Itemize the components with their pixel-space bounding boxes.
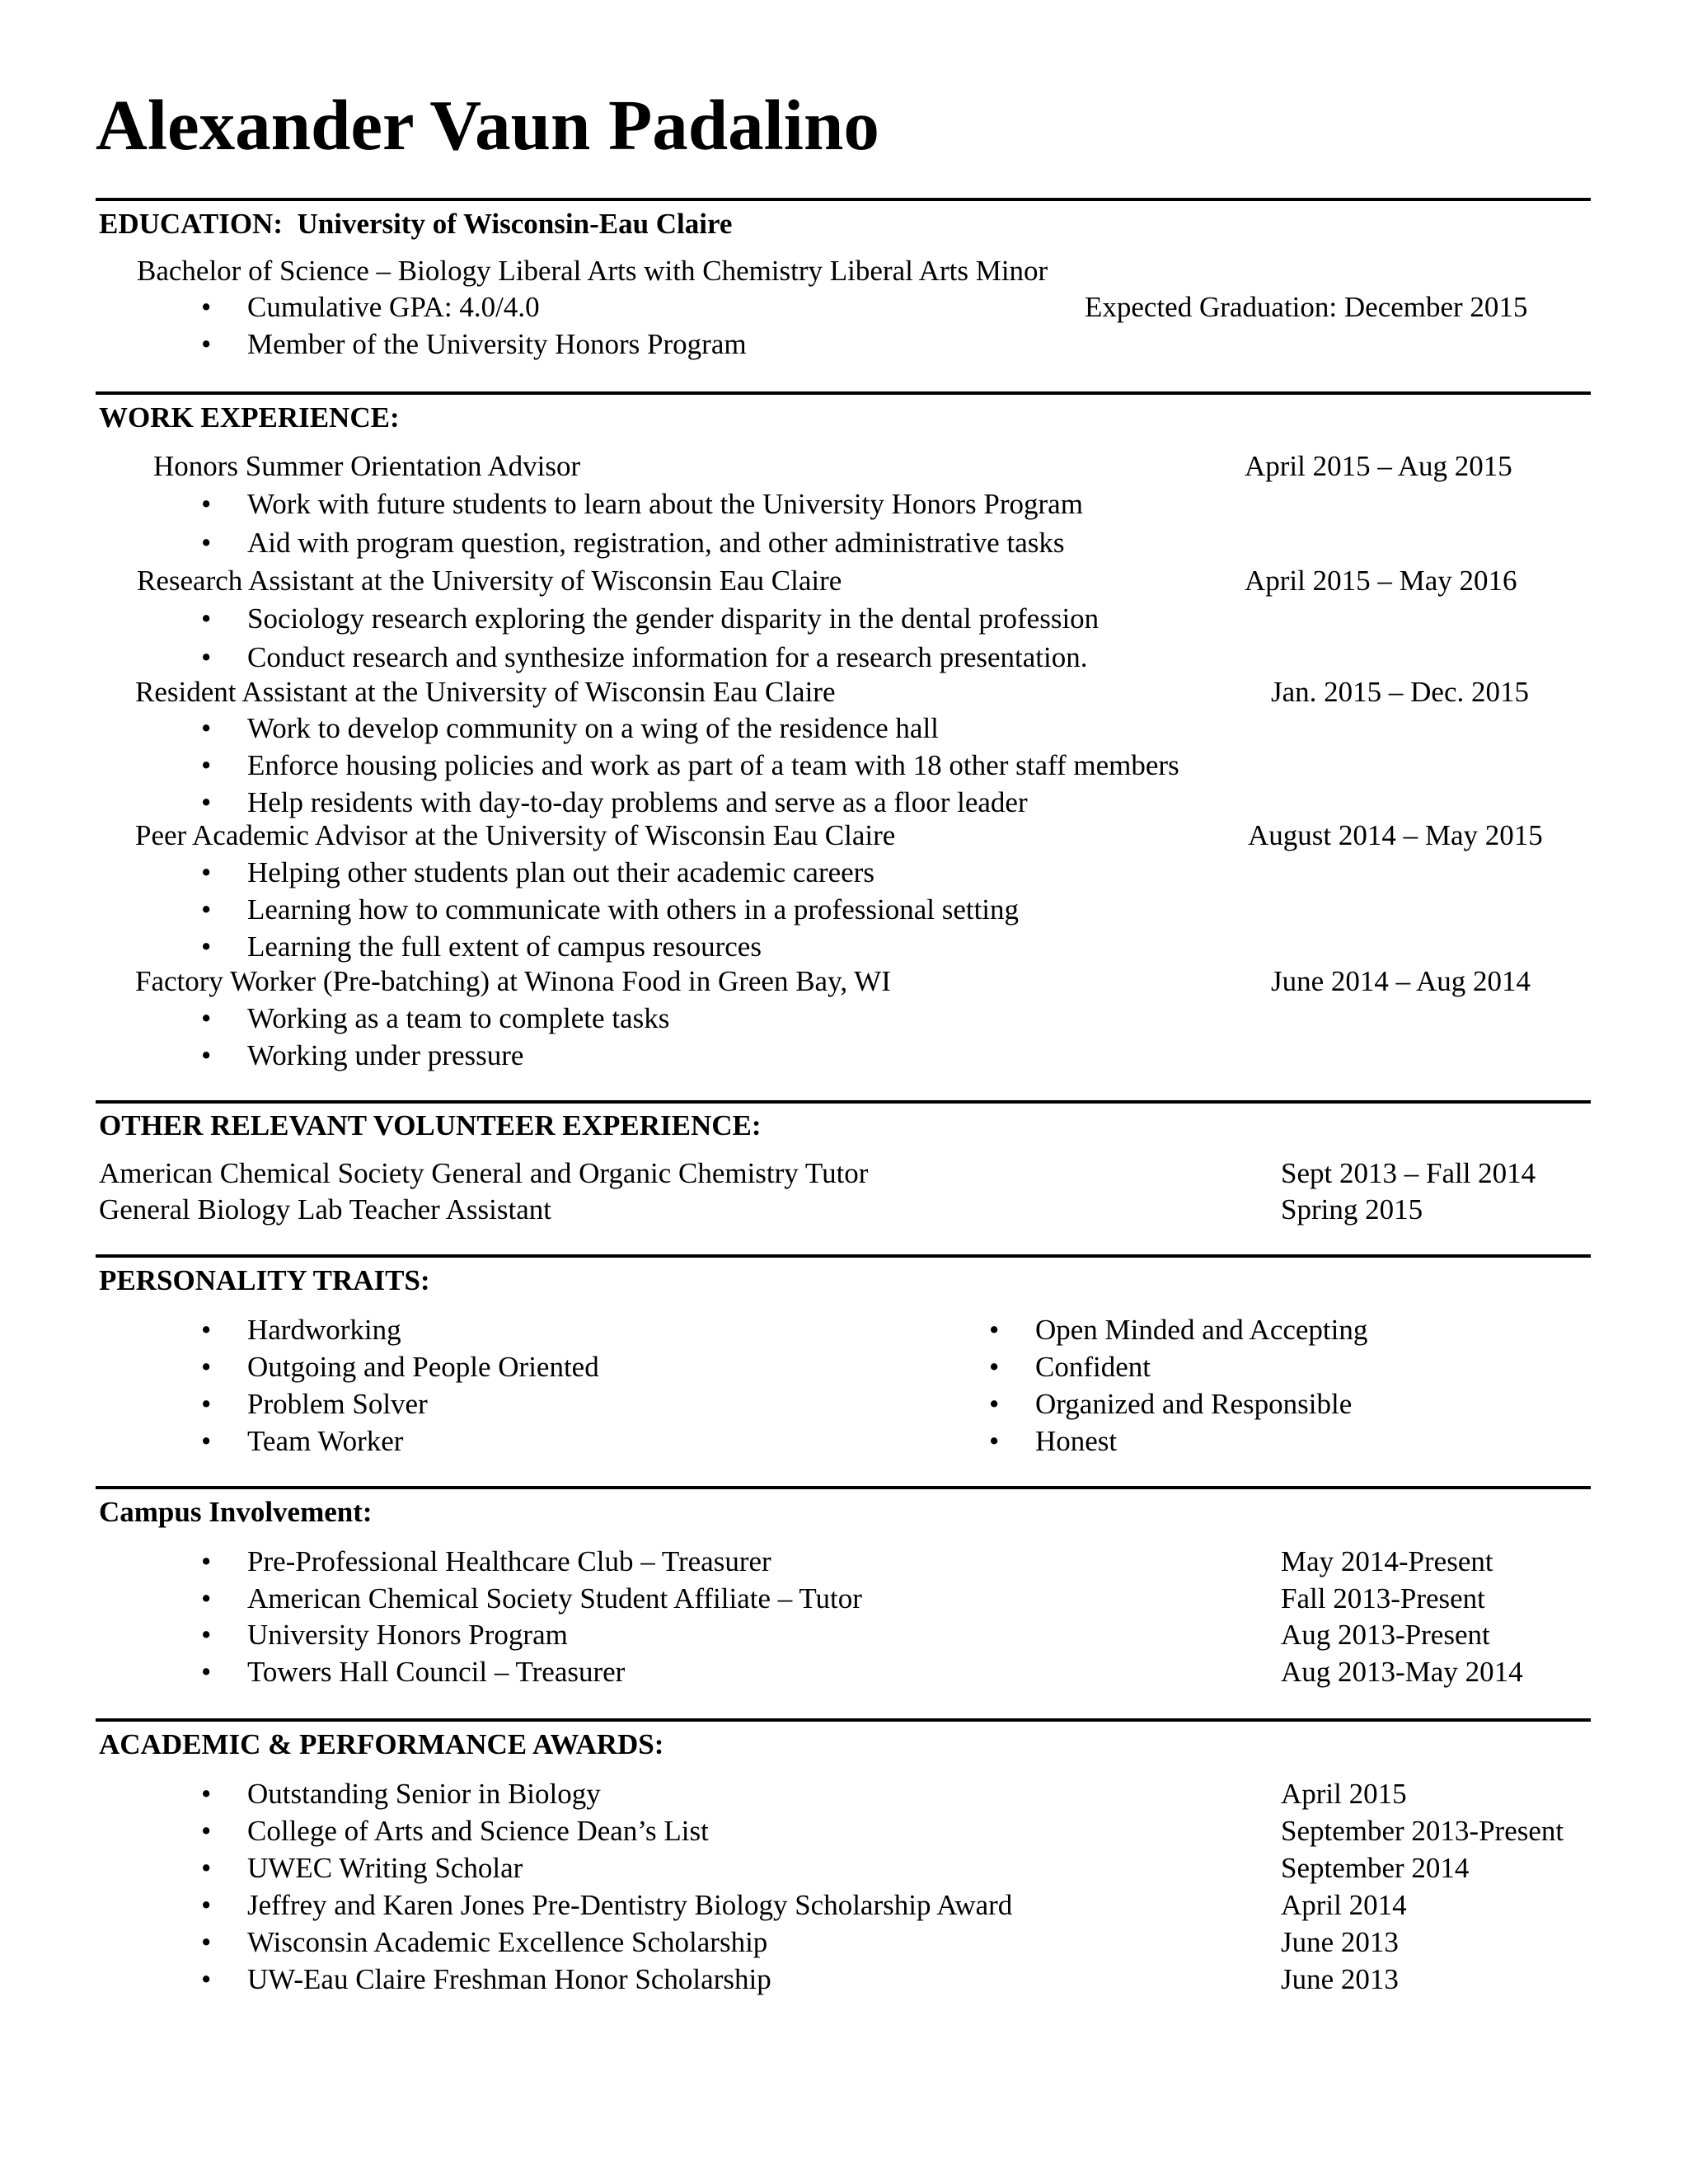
job-title: Honors Summer Orientation Advisor — [153, 450, 581, 482]
education-graduation: Expected Graduation: December 2015 — [1085, 291, 1528, 323]
volunteer-title: American Chemical Society General and Organic Chemistry Tutor — [99, 1157, 869, 1189]
list-item: • Sociology research exploring the gender disparity in the dental profession — [201, 602, 1100, 635]
job-dates: June 2014 – Aug 2014 — [1271, 965, 1531, 997]
list-item: • Cumulative GPA: 4.0/4.0 — [201, 291, 540, 323]
job-bullet: Help residents with day-to-day problems and serve as a floor leader — [247, 786, 1028, 818]
campus-dates: Fall 2013-Present — [1281, 1582, 1485, 1615]
list-item: • Organized and Responsible — [989, 1388, 1353, 1420]
campus-heading: Campus Involvement: — [99, 1496, 373, 1528]
list-item: • Outstanding Senior in Biology — [201, 1778, 601, 1810]
education-degree: Bachelor of Science – Biology Liberal Arts with Chemistry Liberal Arts Minor — [137, 255, 1048, 287]
trait: Honest — [1035, 1425, 1118, 1457]
job-bullet: Learning the full extent of campus resources — [247, 930, 762, 963]
education-heading: EDUCATION: — [99, 208, 283, 240]
list-item: • Member of the University Honors Program — [201, 328, 747, 360]
award-title: College of Arts and Science Dean’s List — [247, 1815, 709, 1847]
list-item: • Helping other students plan out their academic careers — [201, 856, 874, 888]
campus-title: University Honors Program — [247, 1619, 568, 1651]
trait: Confident — [1035, 1351, 1151, 1383]
education-bullet: Member of the University Honors Program — [247, 328, 747, 360]
campus-title: Towers Hall Council – Treasurer — [247, 1656, 626, 1688]
list-item: • Problem Solver — [201, 1388, 428, 1420]
job-bullet: Working as a team to complete tasks — [247, 1002, 670, 1034]
trait: Team Worker — [247, 1425, 404, 1457]
job-title: Resident Assistant at the University of Wisconsin Eau Claire — [135, 676, 836, 708]
list-item: • American Chemical Society Student Affiliate – Tutor — [201, 1582, 862, 1615]
award-dates: June 2013 — [1281, 1926, 1399, 1958]
job-bullet: Helping other students plan out their academic careers — [247, 856, 874, 888]
award-title: Jeffrey and Karen Jones Pre-Dentistry Biology Scholarship Award — [247, 1889, 1013, 1921]
trait: Open Minded and Accepting — [1035, 1314, 1368, 1346]
volunteer-dates: Sept 2013 – Fall 2014 — [1281, 1157, 1536, 1189]
award-title: Outstanding Senior in Biology — [247, 1778, 601, 1810]
section-divider — [96, 1486, 1591, 1489]
award-title: UW-Eau Claire Freshman Honor Scholarship — [247, 1963, 771, 1995]
list-item: • Work to develop community on a wing of the residence hall — [201, 712, 939, 744]
award-dates: September 2014 — [1281, 1852, 1470, 1884]
trait: Problem Solver — [247, 1388, 428, 1420]
list-item: • Towers Hall Council – Treasurer — [201, 1656, 626, 1688]
job-dates: April 2015 – Aug 2015 — [1245, 450, 1512, 482]
education-school: University of Wisconsin-Eau Claire — [297, 208, 733, 240]
campus-title: Pre-Professional Healthcare Club – Treasurer — [247, 1545, 771, 1577]
job-bullet: Work to develop community on a wing of the residence hall — [247, 712, 939, 744]
awards-heading: ACADEMIC & PERFORMANCE AWARDS: — [99, 1728, 664, 1760]
list-item: • Wisconsin Academic Excellence Scholarship — [201, 1926, 768, 1958]
education-heading-line — [99, 209, 732, 238]
job-bullet: Learning how to communicate with others in a professional setting — [247, 893, 1020, 926]
award-dates: April 2014 — [1281, 1889, 1407, 1921]
section-divider — [96, 391, 1591, 395]
job-bullet: Work with future students to learn about the University Honors Program — [247, 488, 1083, 520]
list-item: • Hardworking — [201, 1314, 401, 1346]
campus-title: American Chemical Society Student Affiliate – Tutor — [247, 1582, 862, 1615]
resume-name: Alexander Vaun Padalino — [96, 85, 879, 165]
list-item: • Honest — [989, 1425, 1118, 1457]
award-title: Wisconsin Academic Excellence Scholarship — [247, 1926, 768, 1958]
award-dates: April 2015 — [1281, 1778, 1407, 1810]
volunteer-title: General Biology Lab Teacher Assistant — [99, 1193, 551, 1226]
section-divider — [96, 198, 1591, 201]
volunteer-dates: Spring 2015 — [1281, 1193, 1423, 1226]
list-item: • Work with future students to learn about the University Honors Program — [201, 488, 1083, 520]
list-item: • Working under pressure — [201, 1039, 524, 1071]
list-item: • Conduct research and synthesize information for a research presentation. — [201, 641, 1088, 673]
list-item: • Working as a team to complete tasks — [201, 1002, 670, 1034]
trait: Outgoing and People Oriented — [247, 1351, 599, 1383]
trait: Organized and Responsible — [1035, 1388, 1353, 1420]
award-dates: September 2013-Present — [1281, 1815, 1564, 1847]
section-divider — [96, 1718, 1591, 1722]
list-item: • College of Arts and Science Dean’s List — [201, 1815, 709, 1847]
list-item: • Open Minded and Accepting — [989, 1314, 1368, 1346]
award-dates: June 2013 — [1281, 1963, 1399, 1995]
list-item: • Learning how to communicate with others in a professional setting — [201, 893, 1020, 926]
section-divider — [96, 1254, 1591, 1258]
list-item: • Outgoing and People Oriented — [201, 1351, 599, 1383]
list-item: • Learning the full extent of campus resources — [201, 930, 762, 963]
campus-dates: Aug 2013-Present — [1281, 1619, 1490, 1651]
list-item: • Aid with program question, registration, and other administrative tasks — [201, 527, 1065, 559]
list-item: • Confident — [989, 1351, 1151, 1383]
job-bullet: Working under pressure — [247, 1039, 524, 1071]
job-dates: Jan. 2015 – Dec. 2015 — [1271, 676, 1530, 708]
job-title: Peer Academic Advisor at the University of Wisconsin Eau Claire — [135, 819, 896, 851]
trait: Hardworking — [247, 1314, 401, 1346]
list-item: • Enforce housing policies and work as part of a team with 18 other staff members — [201, 749, 1179, 781]
list-item: • Pre-Professional Healthcare Club – Treasurer — [201, 1545, 771, 1577]
list-item: • UWEC Writing Scholar — [201, 1852, 523, 1884]
campus-dates: May 2014-Present — [1281, 1545, 1493, 1577]
campus-dates: Aug 2013-May 2014 — [1281, 1656, 1523, 1688]
job-bullet: Aid with program question, registration, and other administrative tasks — [247, 527, 1065, 559]
list-item: • University Honors Program — [201, 1619, 568, 1651]
job-title: Factory Worker (Pre-batching) at Winona Food in Green Bay, WI — [135, 965, 891, 997]
education-bullet: Cumulative GPA: 4.0/4.0 — [247, 291, 540, 323]
job-bullet: Conduct research and synthesize information for a research presentation. — [247, 641, 1088, 673]
list-item: • Help residents with day-to-day problems and serve as a floor leader — [201, 786, 1028, 818]
list-item: • Jeffrey and Karen Jones Pre-Dentistry Biology Scholarship Award — [201, 1889, 1013, 1921]
volunteer-heading: OTHER RELEVANT VOLUNTEER EXPERIENCE: — [99, 1109, 762, 1141]
job-dates: August 2014 – May 2015 — [1248, 819, 1543, 851]
job-title: Research Assistant at the University of Wisconsin Eau Claire — [137, 565, 842, 597]
award-title: UWEC Writing Scholar — [247, 1852, 523, 1884]
work-heading: WORK EXPERIENCE: — [99, 401, 400, 434]
list-item: • UW-Eau Claire Freshman Honor Scholarship — [201, 1963, 771, 1995]
list-item: • Team Worker — [201, 1425, 404, 1457]
job-bullet: Enforce housing policies and work as part of a team with 18 other staff members — [247, 749, 1179, 781]
job-dates: April 2015 – May 2016 — [1245, 565, 1517, 597]
traits-heading: PERSONALITY TRAITS: — [99, 1264, 430, 1296]
job-bullet: Sociology research exploring the gender disparity in the dental profession — [247, 602, 1100, 635]
section-divider — [96, 1100, 1591, 1104]
